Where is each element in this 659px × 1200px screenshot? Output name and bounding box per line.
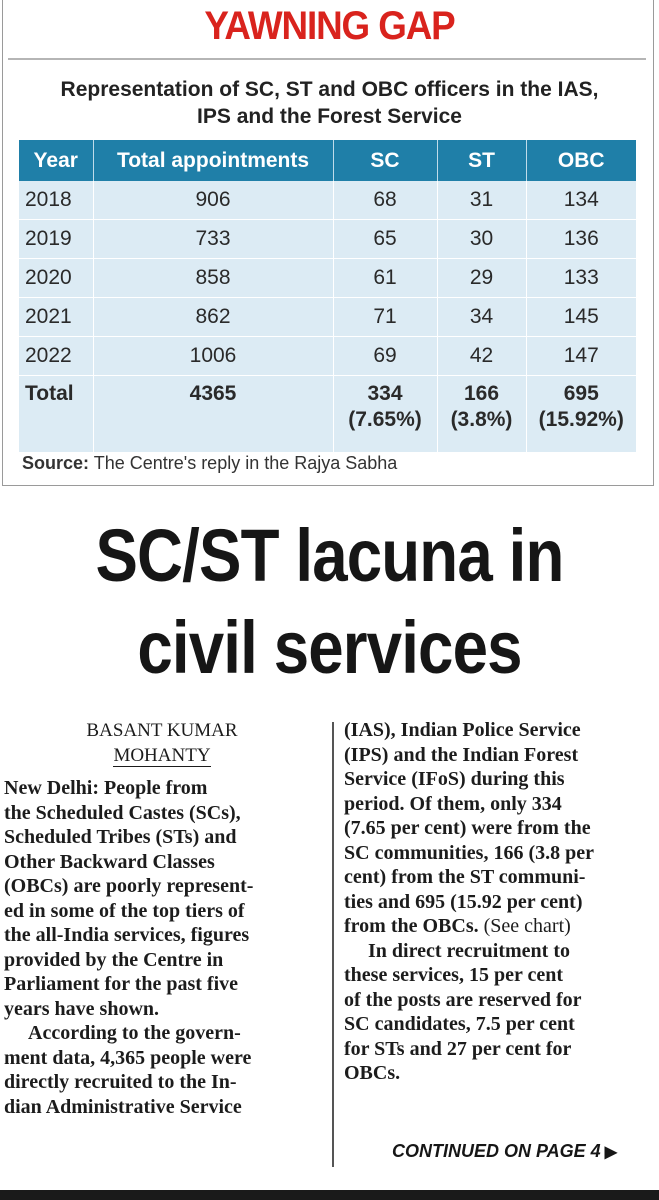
cell-year: 2020: [19, 259, 93, 298]
cell-total: 733: [93, 220, 333, 259]
text-line: for STs and 27 per cent for: [344, 1037, 572, 1060]
byline-line-1: BASANT KUMAR: [86, 720, 238, 741]
column-divider: [332, 722, 334, 1167]
cell-total-appointments: 4365: [93, 376, 333, 452]
cell-total: 858: [93, 259, 333, 298]
cell-st: 29: [437, 259, 526, 298]
text-line: ment data, 4,365 people were: [4, 1046, 252, 1069]
continued-on-page-link[interactable]: [392, 1141, 617, 1162]
representation-table: [19, 140, 636, 452]
text-line: the all-India services, figures: [4, 924, 250, 946]
byline: [4, 718, 320, 768]
text-line: Other Backward Classes: [4, 850, 215, 873]
article-column-1: [4, 718, 320, 1119]
total-st-value: 166: [463, 382, 500, 405]
cell-total-sc: [333, 376, 437, 452]
cell-obc: 147: [526, 337, 636, 376]
text-line: dian Administrative Service: [4, 1095, 242, 1118]
source-label: Source:: [22, 453, 90, 473]
total-st-percent: (3.8%): [450, 408, 513, 431]
text-line: (7.65 per cent) were from the: [344, 817, 591, 839]
text-line: (IAS), Indian Police Service: [344, 719, 581, 741]
text-line: SC candidates, 7.5 per cent: [344, 1013, 575, 1035]
continued-label: CONTINUED ON PAGE 4: [392, 1141, 601, 1161]
cell-obc: 134: [526, 181, 636, 220]
total-sc-value: 334: [367, 382, 403, 405]
cell-total: 862: [93, 298, 333, 337]
text-line: (OBCs) are poorly represent-: [4, 875, 254, 897]
text-line: [344, 914, 654, 939]
header-sc: SC: [333, 140, 437, 181]
text-line: In direct recruitment to: [368, 939, 570, 962]
headline-line-2: civil services: [137, 606, 522, 689]
bottom-rule: [0, 1190, 659, 1200]
source-note: [22, 453, 397, 474]
table-row: [19, 298, 636, 337]
cell-year: 2018: [19, 181, 93, 220]
text-line: the Scheduled Castes (SCs),: [4, 801, 241, 824]
text-line: SC communities, 166 (3.8 per: [344, 841, 594, 864]
text-line: (IPS) and the Indian Forest: [344, 743, 579, 766]
infographic-kicker: YAWNING GAP: [204, 4, 455, 48]
text-line: period. Of them, only 334: [344, 792, 562, 815]
source-text: The Centre's reply in the Rajya Sabha: [89, 453, 398, 473]
total-sc-percent: (7.65%): [348, 408, 422, 431]
cell-obc: 133: [526, 259, 636, 298]
text-line: ed in some of the top tiers of: [4, 899, 245, 922]
text-line: years have shown.: [4, 997, 160, 1020]
text-line: OBCs.: [344, 1062, 401, 1084]
text-line: New Delhi: People from: [4, 777, 208, 799]
play-arrow-icon: ▶: [604, 1144, 617, 1161]
text-line: these services, 15 per cent: [344, 964, 564, 986]
subtitle-line-1: Representation of SC, ST and OBC officers in the IAS,: [60, 78, 599, 101]
table-row: [19, 220, 636, 259]
cell-total-label: Total: [19, 376, 93, 452]
text-line: provided by the Centre in: [4, 948, 224, 971]
table-row: [19, 259, 636, 298]
cell-total-obc: [526, 376, 636, 452]
cell-total-st: [437, 376, 526, 452]
cell-year: 2022: [19, 337, 93, 376]
cell-total: 1006: [93, 337, 333, 376]
cell-obc: 136: [526, 220, 636, 259]
total-obc-value: 695: [563, 382, 599, 405]
cell-year: 2021: [19, 298, 93, 337]
headline-line-1: SC/ST lacuna in: [95, 514, 564, 597]
cell-st: 31: [437, 181, 526, 220]
text-line: cent) from the ST communi-: [344, 866, 586, 888]
text-fragment: from the OBCs.: [344, 915, 484, 937]
cell-st: 30: [437, 220, 526, 259]
subtitle-line-2: IPS and the Forest Service: [197, 105, 462, 128]
byline-line-2: MOHANTY: [113, 745, 211, 766]
cell-sc: 65: [333, 220, 437, 259]
cell-sc: 68: [333, 181, 437, 220]
text-line: directly recruited to the In-: [4, 1071, 237, 1093]
text-line: Service (IFoS) during this: [344, 768, 565, 790]
text-line: Scheduled Tribes (STs) and: [4, 826, 237, 848]
table-row: [19, 337, 636, 376]
cell-sc: 71: [333, 298, 437, 337]
infographic-subtitle: [0, 76, 659, 130]
table-total-row: [19, 376, 636, 452]
article-column-2: [344, 718, 654, 1086]
cell-total: 906: [93, 181, 333, 220]
cell-obc: 145: [526, 298, 636, 337]
text-line: ties and 695 (15.92 per cent): [344, 890, 583, 913]
header-st: ST: [437, 140, 526, 181]
cell-st: 34: [437, 298, 526, 337]
table-header-row: [19, 140, 636, 181]
kicker-divider: [8, 58, 646, 60]
chart-reference: (See chart): [483, 915, 571, 937]
header-year: Year: [19, 140, 93, 181]
text-line: Parliament for the past five: [4, 973, 239, 995]
cell-sc: 61: [333, 259, 437, 298]
total-obc-percent: (15.92%): [538, 408, 624, 431]
text-line: According to the govern-: [28, 1022, 241, 1044]
cell-year: 2019: [19, 220, 93, 259]
header-total-appointments: Total appointments: [93, 140, 333, 181]
header-obc: OBC: [526, 140, 636, 181]
cell-sc: 69: [333, 337, 437, 376]
article-headline: [46, 510, 613, 694]
cell-st: 42: [437, 337, 526, 376]
table-row: [19, 181, 636, 220]
text-line: of the posts are reserved for: [344, 988, 582, 1011]
